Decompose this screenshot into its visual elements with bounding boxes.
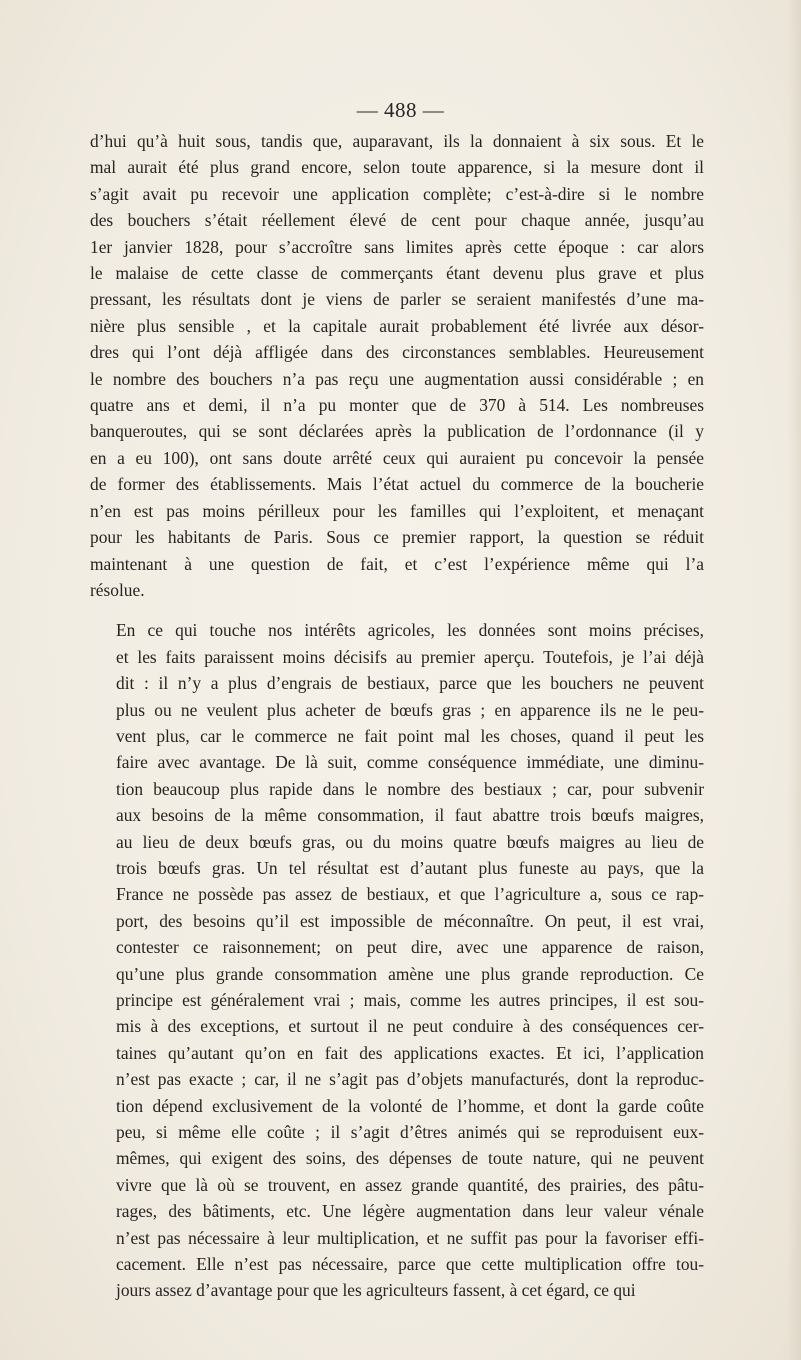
text-line: quatre ans et demi, il n’a pu monter que de 370 à 514. Les nombreuses bbox=[90, 395, 704, 416]
text-line: au lieu de deux bœufs gras, ou du moins quatre bœufs maigres au lieu de bbox=[116, 831, 704, 852]
text-line: le nombre des bouchers n’a pas reçu une augmentation aussi considérable ; en bbox=[90, 368, 704, 389]
text-line: jours assez d’avantage pour que les agriculteurs fassent, à cet égard, ce qui bbox=[116, 1280, 636, 1301]
text-line: et les faits paraissent moins décisifs au premier aperçu. Toutefois, je l’ai déjà bbox=[116, 646, 704, 667]
text-line: principe est généralement vrai ; mais, comme les autres principes, il est sou- bbox=[116, 990, 704, 1010]
paragraph-2 bbox=[90, 617, 704, 1304]
text-line: faire avec avantage. De là suit, comme conséquence immédiate, une diminu- bbox=[116, 752, 704, 773]
text-line: plus ou ne veulent plus acheter de bœufs gras ; en apparence ils ne le peu- bbox=[116, 699, 704, 720]
text-line: en a eu 100), ont sans doute arrêté ceux qui auraient pu concevoir la pensée bbox=[90, 447, 704, 468]
text-line: qu’une plus grande consommation amène une plus grande reproduction. Ce bbox=[116, 963, 704, 984]
text-line: tion beaucoup plus rapide dans le nombre des bestiaux ; car, pour subvenir bbox=[116, 778, 704, 799]
paragraph-1 bbox=[90, 128, 704, 603]
text-line: des bouchers s’était réellement élevé de cent pour chaque année, jusqu’au bbox=[90, 210, 704, 231]
text-line: n’est pas nécessaire à leur multiplication, et ne suffit pas pour la favoriser effi- bbox=[116, 1227, 704, 1248]
text-line: mis à des exceptions, et surtout il ne peut conduire à des conséquences cer- bbox=[116, 1016, 704, 1037]
text-line: aux besoins de la même consommation, il faut abattre trois bœufs maigres, bbox=[116, 805, 704, 826]
body-text bbox=[90, 128, 704, 1304]
page-number: — 488 — bbox=[356, 98, 445, 122]
text-line: tion dépend exclusivement de la volonté de l’homme, et dont la garde coûte bbox=[116, 1095, 704, 1116]
text-line: s’agit avait pu recevoir une application complète; c’est-à-dire si le nombre bbox=[90, 183, 704, 204]
text-line: trois bœufs gras. Un tel résultat est d’autant plus funeste au pays, que la bbox=[116, 857, 704, 878]
text-line: En ce qui touche nos intérêts agricoles, les données sont moins précises, bbox=[116, 620, 704, 641]
text-line: mal aurait été plus grand encore, selon toute apparence, si la mesure dont il bbox=[90, 157, 704, 178]
text-line: le malaise de cette classe de commerçants étant devenu plus grave et plus bbox=[90, 263, 704, 284]
text-line: d’hui qu’à huit sous, tandis que, auparavant, ils la donnaient à six sous. Et le bbox=[90, 131, 704, 151]
text-line: pour les habitants de Paris. Sous ce premier rapport, la question se réduit bbox=[90, 527, 704, 548]
text-line: n’en est pas moins périlleux pour les familles qui l’exploitent, et menaçant bbox=[90, 500, 704, 521]
text-line: cacement. Elle n’est pas nécessaire, parce que cette multiplication offre tou- bbox=[116, 1254, 704, 1275]
text-line: banqueroutes, qui se sont déclarées après la publication de l’ordonnance (il y bbox=[90, 421, 704, 442]
text-line: résolue. bbox=[90, 579, 145, 600]
text-line: dit : il n’y a plus d’engrais de bestiaux, parce que les bouchers ne peuvent bbox=[116, 673, 704, 694]
text-line: 1er janvier 1828, pour s’accroître sans limites après cette époque : car alors bbox=[90, 236, 704, 257]
text-line: vent plus, car le commerce ne fait point mal les choses, quand il peut les bbox=[116, 725, 704, 746]
text-line: port, des besoins qu’il est impossible de méconnaître. On peut, il est vrai, bbox=[116, 910, 704, 931]
text-line: peu, si même elle coûte ; il s’agit d’êtres animés qui se reproduisent eux- bbox=[116, 1122, 704, 1143]
page-edge-shadow bbox=[787, 0, 801, 1360]
text-line: taines qu’autant qu’on en fait des applications exactes. Et ici, l’application bbox=[116, 1042, 704, 1063]
text-line: France ne possède pas assez de bestiaux, et que l’agriculture a, sous ce rap- bbox=[116, 884, 704, 905]
text-line: dres qui l’ont déjà affligée dans des circonstances semblables. Heureusement bbox=[90, 342, 704, 363]
text-line: vivre que là où se trouvent, en assez grande quantité, des prairies, des pâtu- bbox=[116, 1174, 704, 1195]
text-line: maintenant à une question de fait, et c’est l’expérience même qui l’a bbox=[90, 553, 704, 574]
text-line: n’est pas exacte ; car, il ne s’agit pas d’objets manufacturés, dont la reproduc- bbox=[116, 1069, 704, 1090]
text-line: de former des établissements. Mais l’état actuel du commerce de la boucherie bbox=[90, 474, 704, 495]
text-line: nière plus sensible , et la capitale aurait probablement été livrée aux désor- bbox=[90, 315, 704, 336]
text-line: rages, des bâtiments, etc. Une légère augmentation dans leur valeur vénale bbox=[116, 1201, 704, 1222]
text-line: mêmes, qui exigent des soins, des dépenses de toute nature, qui ne peuvent bbox=[116, 1148, 704, 1169]
text-line: pressant, les résultats dont je viens de parler se seraient manifestés d’une ma- bbox=[90, 289, 704, 310]
text-line: contester ce raisonnement; on peut dire, avec une apparence de raison, bbox=[116, 937, 704, 958]
